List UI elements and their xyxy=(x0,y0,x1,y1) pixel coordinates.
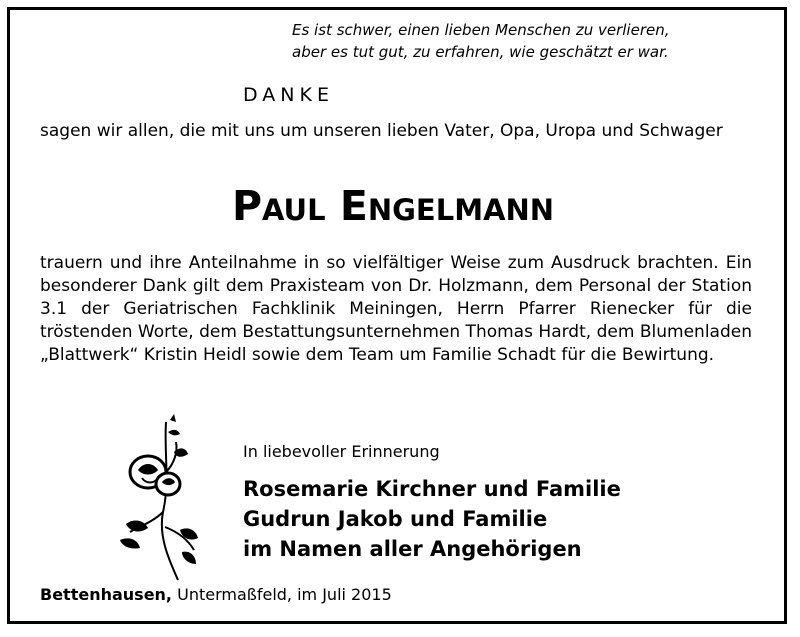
quote-line-1: Es ist schwer, einen lieben Menschen zu verlieren, xyxy=(292,21,670,39)
signers-list xyxy=(243,474,621,564)
deceased-name: Paul Engelmann xyxy=(231,182,555,230)
quote xyxy=(292,19,762,63)
thanks-paragraph: trauern und ihre Anteilnahme in so vielfältiger Weise zum Ausdruck brachten. Ein besonderer Dank gilt dem Praxisteam von Dr. Holzmann, dem Personal der Station 3.1 der Geriatrischen Fachklinik Meiningen, Herrn Pfarrer Rienecker für die tröstenden Worte, dem Bestattungsunternehmen Thomas Hardt, dem Blumenladen „Blattwerk“ Kristin Heidl sowie dem Team um Familie Schadt für die Bewirtung. xyxy=(40,253,752,365)
quote-line-2: aber es tut gut, zu erfahren, wie geschätzt er war. xyxy=(292,43,669,61)
place-name: Bettenhausen, xyxy=(40,585,173,604)
intro-paragraph: sagen wir allen, die mit uns um unseren lieben Vater, Opa, Uropa und Schwager xyxy=(40,121,723,141)
heading: DANKE xyxy=(243,84,334,106)
place-date xyxy=(40,585,392,604)
signer-1: Rosemarie Kirchner und Familie xyxy=(243,477,621,501)
remembrance-label: In liebevoller Erinnerung xyxy=(243,442,440,461)
signer-2: Gudrun Jakob und Familie xyxy=(243,507,548,531)
place-date-text: Untermaßfeld, im Juli 2015 xyxy=(172,585,392,604)
rose-icon xyxy=(108,412,208,582)
signer-3: im Namen aller Angehörigen xyxy=(243,537,582,561)
